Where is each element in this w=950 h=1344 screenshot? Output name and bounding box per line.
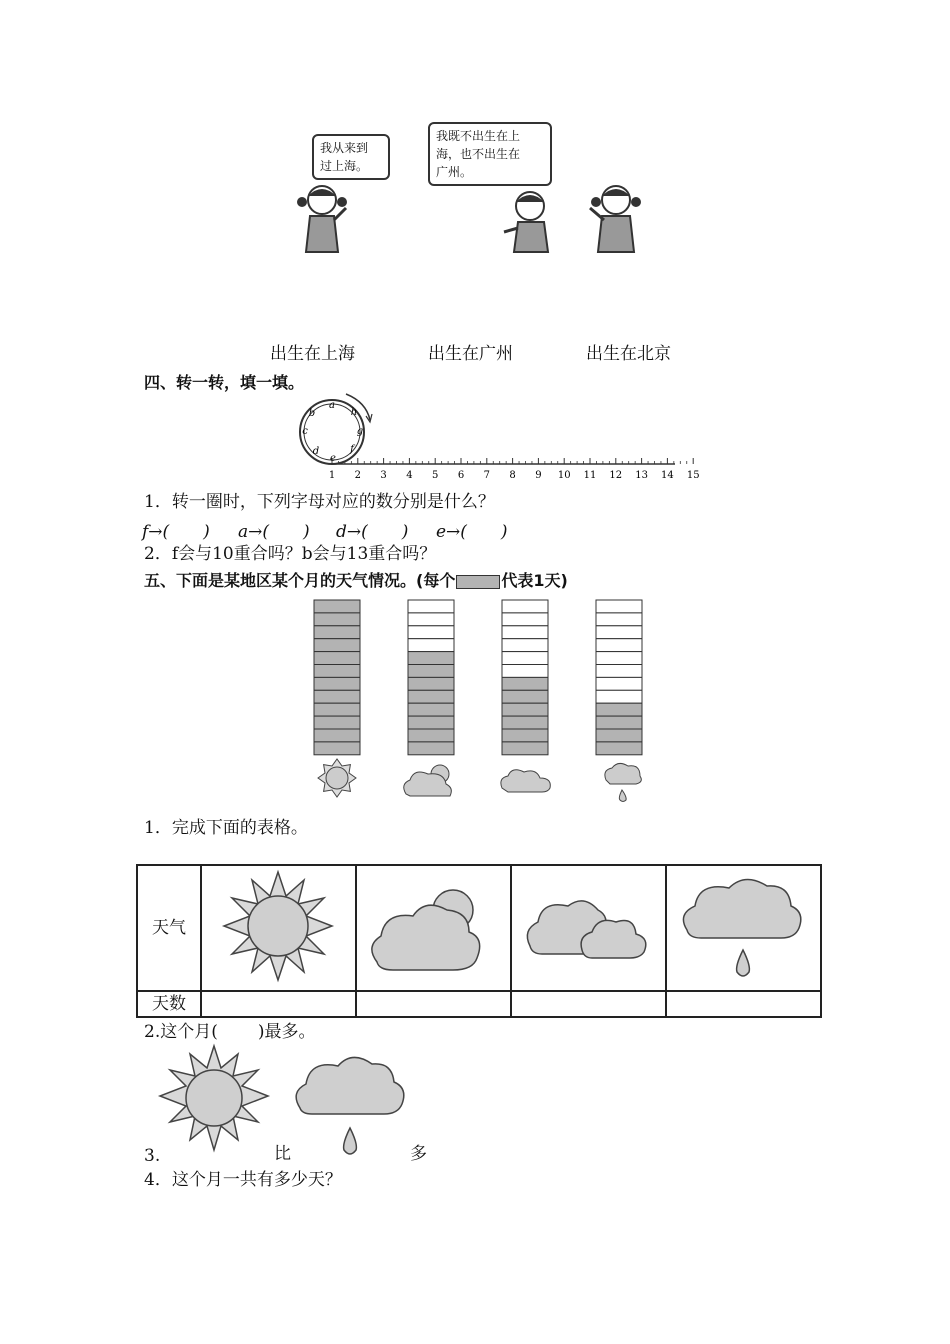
table-cell-sunny bbox=[201, 865, 356, 991]
cloudy-icon bbox=[527, 901, 645, 958]
bar-cell-雨-empty bbox=[596, 600, 642, 613]
q3-sun-icon bbox=[154, 1044, 274, 1156]
option-shanghai: 出生在上海 bbox=[270, 344, 355, 364]
chart-cloudy-icon bbox=[501, 770, 550, 792]
days-input-sunny[interactable] bbox=[201, 991, 356, 1017]
child-girl-1-illustration bbox=[292, 178, 354, 254]
bar-cell-雨-filled bbox=[596, 716, 642, 729]
sun-cloud-icon bbox=[372, 890, 480, 970]
bar-cell-多云-filled bbox=[502, 729, 548, 742]
ruler-tick-label-2: 2 bbox=[354, 470, 361, 481]
bar-cell-晴-filled bbox=[314, 626, 360, 639]
ruler-tick-label-3: 3 bbox=[380, 470, 387, 481]
section4-question-2: 2．f会与10重合吗？b会与13重合吗？ bbox=[144, 544, 437, 564]
child-girl-2-illustration bbox=[580, 178, 650, 254]
bar-cell-晴转多云-filled bbox=[408, 665, 454, 678]
bar-cell-晴转多云-filled bbox=[408, 716, 454, 729]
table-cell-rainy bbox=[666, 865, 821, 991]
bar-cell-雨-filled bbox=[596, 729, 642, 742]
bar-cell-晴转多云-filled bbox=[408, 677, 454, 690]
blank-a[interactable]: a→( ) bbox=[238, 522, 310, 542]
wheel-letter-d: d bbox=[312, 446, 320, 457]
ruler-tick-label-13: 13 bbox=[635, 470, 648, 481]
bar-cell-多云-empty bbox=[502, 626, 548, 639]
bar-cell-雨-empty bbox=[596, 652, 642, 665]
chart-raindrop-icon bbox=[619, 790, 626, 802]
bar-cell-晴-filled bbox=[314, 742, 360, 755]
bar-cell-晴-filled bbox=[314, 652, 360, 665]
days-input-sun-cloud[interactable] bbox=[356, 991, 511, 1017]
bar-cell-多云-filled bbox=[502, 703, 548, 716]
section5-question-1: 1．完成下面的表格。 bbox=[144, 818, 308, 838]
bar-cell-晴转多云-empty bbox=[408, 600, 454, 613]
chart-sun-core bbox=[326, 767, 348, 789]
bar-cell-多云-filled bbox=[502, 742, 548, 755]
bar-cell-多云-filled bbox=[502, 716, 548, 729]
bar-cell-晴转多云-filled bbox=[408, 690, 454, 703]
bar-cell-晴-filled bbox=[314, 677, 360, 690]
section5-question-2 bbox=[144, 1022, 316, 1042]
ruler-tick-label-9: 9 bbox=[535, 470, 542, 481]
blank-f[interactable]: f→( ) bbox=[142, 522, 210, 542]
bar-cell-晴转多云-empty bbox=[408, 626, 454, 639]
ruler-tick-label-5: 5 bbox=[432, 470, 439, 481]
bar-cell-雨-empty bbox=[596, 639, 642, 652]
ruler-tick-label-7: 7 bbox=[483, 470, 490, 481]
bar-cell-多云-empty bbox=[502, 600, 548, 613]
bar-cell-晴-filled bbox=[314, 665, 360, 678]
weather-table bbox=[136, 864, 822, 1018]
blank-e[interactable]: e→( ) bbox=[436, 522, 508, 542]
speech-bubble-2: 我既不出生在上 海，也不出生在 广州。 bbox=[428, 122, 552, 186]
bar-cell-晴-filled bbox=[314, 639, 360, 652]
ruler-tick-label-6: 6 bbox=[457, 470, 465, 481]
q3-compare-word: 比 bbox=[274, 1144, 291, 1164]
q2-suffix: )最多。 bbox=[257, 1022, 316, 1042]
ruler-tick-label-10: 10 bbox=[557, 470, 571, 481]
q2-prefix: 2.这个月( bbox=[144, 1022, 218, 1042]
bar-cell-晴-filled bbox=[314, 600, 360, 613]
section5-title-suffix: 代表1天) bbox=[501, 571, 568, 590]
days-input-rainy[interactable] bbox=[666, 991, 821, 1017]
wheel-letter-f: f bbox=[350, 444, 354, 455]
bar-cell-晴-filled bbox=[314, 613, 360, 626]
ruler-tick-label-1: 1 bbox=[328, 470, 336, 481]
bar-cell-晴转多云-filled bbox=[408, 703, 454, 716]
bar-cell-雨-empty bbox=[596, 677, 642, 690]
chart-rain-cloud-icon bbox=[605, 763, 641, 784]
bar-cell-雨-filled bbox=[596, 742, 642, 755]
table-cell-cloudy bbox=[511, 865, 666, 991]
option-beijing: 出生在北京 bbox=[586, 344, 671, 364]
days-input-cloudy[interactable] bbox=[511, 991, 666, 1017]
rain-cloud-icon bbox=[683, 879, 800, 976]
bar-cell-雨-empty bbox=[596, 690, 642, 703]
table-label-weather: 天气 bbox=[137, 865, 201, 991]
bar-cell-晴转多云-filled bbox=[408, 652, 454, 665]
wheel-letter-g: g bbox=[356, 426, 364, 437]
bar-cell-晴转多云-empty bbox=[408, 613, 454, 626]
bar-cell-雨-empty bbox=[596, 665, 642, 678]
ruler-tick-label-14: 14 bbox=[661, 470, 674, 481]
ruler-tick-label-15: 15 bbox=[686, 470, 700, 481]
speech-bubble-1: 我从来到 过上海。 bbox=[312, 134, 390, 180]
ruler-tick-label-8: 8 bbox=[509, 470, 516, 481]
bar-cell-晴转多云-filled bbox=[408, 729, 454, 742]
child-boy-illustration bbox=[498, 186, 556, 254]
unit-box-swatch bbox=[456, 575, 500, 589]
bar-cell-多云-filled bbox=[502, 677, 548, 690]
section5-title bbox=[144, 568, 568, 591]
blank-d[interactable]: d→( ) bbox=[336, 522, 409, 542]
bar-cell-雨-filled bbox=[596, 703, 642, 716]
bar-cell-多云-filled bbox=[502, 690, 548, 703]
bar-cell-雨-empty bbox=[596, 613, 642, 626]
wheel-letter-a: a bbox=[329, 400, 335, 411]
bar-cell-晴转多云-empty bbox=[408, 639, 454, 652]
bar-cell-晴-filled bbox=[314, 703, 360, 716]
wheel-and-number-line bbox=[260, 388, 700, 484]
bar-cell-晴-filled bbox=[314, 690, 360, 703]
q3-number: 3. bbox=[144, 1146, 161, 1166]
q3-rain-cloud-icon bbox=[288, 1050, 410, 1162]
wheel-letter-e: e bbox=[330, 453, 336, 464]
section4-title: 四、转一转，填一填。 bbox=[144, 373, 305, 392]
table-label-days: 天数 bbox=[137, 991, 201, 1017]
bar-cell-多云-empty bbox=[502, 652, 548, 665]
section4-question-1: 1．转一圈时，下列字母对应的数分别是什么？ bbox=[144, 492, 495, 512]
q3-more-word: 多 bbox=[410, 1144, 427, 1164]
bar-cell-多云-empty bbox=[502, 639, 548, 652]
wheel-letter-b: b bbox=[308, 408, 316, 419]
option-guangzhou: 出生在广州 bbox=[428, 344, 513, 364]
bar-cell-晴-filled bbox=[314, 729, 360, 742]
table-cell-sun-cloud bbox=[356, 865, 511, 991]
ruler-tick-label-11: 11 bbox=[583, 470, 597, 481]
wheel-letter-h: h bbox=[350, 407, 358, 418]
bar-cell-晴-filled bbox=[314, 716, 360, 729]
bar-cell-雨-empty bbox=[596, 626, 642, 639]
ruler-tick-label-4: 4 bbox=[406, 470, 413, 481]
section5-title-prefix: 五、下面是某地区某个月的天气情况。(每个 bbox=[144, 571, 456, 590]
bar-cell-多云-empty bbox=[502, 613, 548, 626]
ruler-tick-label-12: 12 bbox=[609, 470, 623, 481]
bar-cell-晴转多云-filled bbox=[408, 742, 454, 755]
section5-question-4: 4．这个月一共有多少天？ bbox=[144, 1170, 342, 1190]
weather-bar-chart bbox=[304, 598, 650, 804]
wheel-letter-c: c bbox=[302, 426, 308, 437]
bar-cell-多云-empty bbox=[502, 665, 548, 678]
